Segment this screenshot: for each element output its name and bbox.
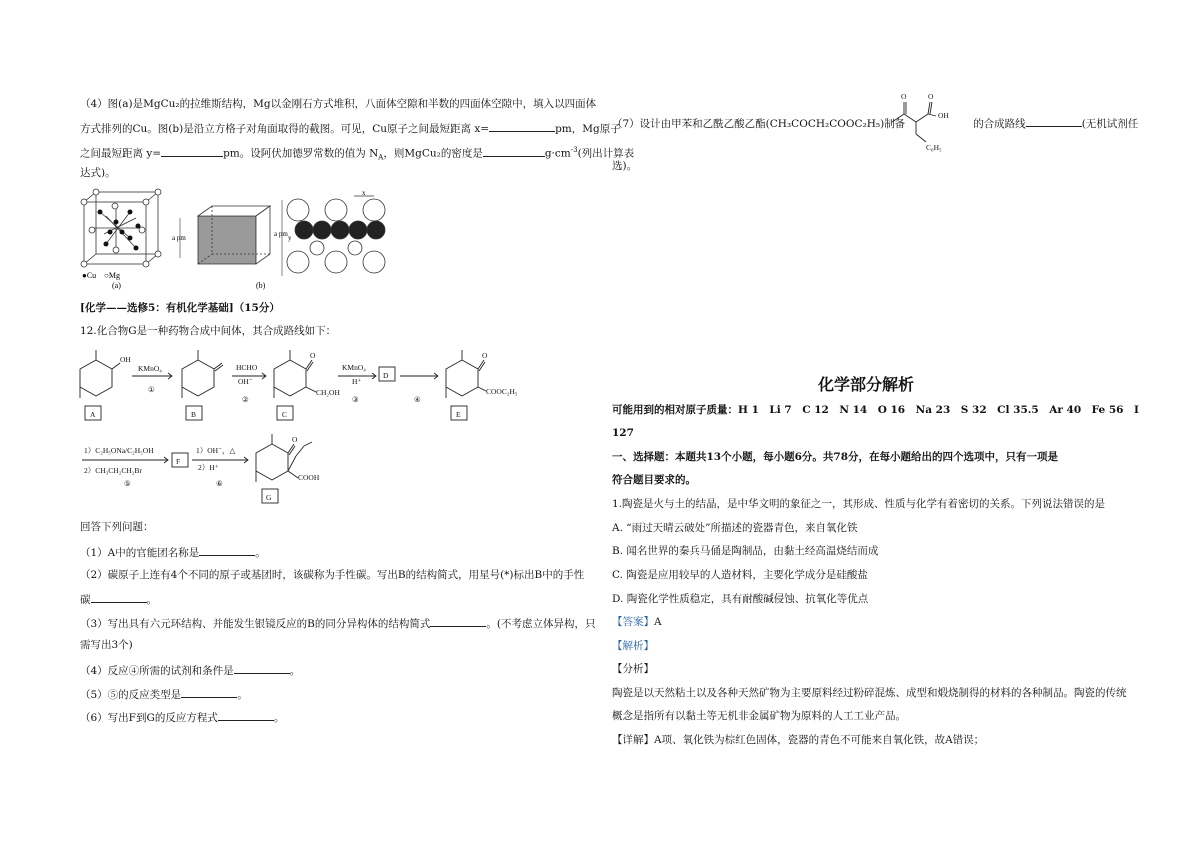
blank-q3[interactable] (430, 616, 486, 627)
legend-mg: ○Mg (104, 271, 120, 280)
r5b: 2）CH₃CH₂CH₂Br (84, 466, 142, 475)
q7-target-structure (886, 88, 962, 154)
step2: ② (242, 395, 249, 404)
blank-y[interactable] (161, 146, 223, 157)
q1-stem: 1.陶瓷是火与土的结晶，是中华文明的象征之一，其形成、性质与化学有着密切的关系。下列说法错误的是 (612, 498, 1106, 510)
section-header: [化学——选修5：有机化学基础]（15分） (80, 302, 280, 314)
blank-x[interactable] (489, 121, 555, 132)
label-e: E (456, 410, 461, 419)
fig-a-label: (a) (112, 281, 121, 290)
answer-label: 【答案】 (612, 616, 654, 628)
fig-apm-1: a pm (172, 234, 186, 242)
blank-q4[interactable] (234, 663, 290, 674)
c-o: O (310, 351, 316, 360)
r3-h: H⁺ (352, 377, 362, 386)
r1-kmno4: KMnO₄ (138, 364, 162, 373)
blank-q6[interactable] (218, 710, 274, 721)
detail-line: 【详解】A项、氧化铁为棕红色固体，瓷器的青色不可能来自氧化铁，故A错误； (612, 734, 985, 746)
r6a: 1）OH⁻，△ (196, 446, 236, 455)
label-g: G (266, 493, 272, 502)
g-cooh: COOH (298, 473, 320, 482)
part1-heading: 一、选择题：本题共13个小题，每小题6分。共78分，在每小题给出的四个选项中，只有一项是 (612, 451, 1059, 463)
r6b: 2）H⁺ (198, 463, 219, 472)
ring-g (256, 444, 288, 480)
ring-c (274, 360, 306, 396)
answer-line (612, 616, 662, 629)
fenxi-label: 【分析】 (612, 663, 654, 675)
q7-oh: OH (938, 111, 949, 120)
q7-c6h5: C₆H₅ (926, 143, 942, 152)
fenxi-line2: 概念是指所有以黏土等无机非金属矿物为原料的人工工业产品。 (612, 710, 906, 722)
legend-cu: ●Cu (82, 271, 97, 280)
r5a: 1）C₂H₅ONa/C₂H₅OH (84, 446, 154, 455)
a-oh: OH (120, 355, 131, 364)
step3: ③ (352, 395, 359, 404)
blank-q5[interactable] (181, 687, 237, 698)
q12-5: （5）⑤的反应类型是 。 (80, 689, 248, 701)
r2-oh: OH⁻ (238, 377, 253, 386)
ring-e (446, 360, 478, 396)
crystal-figure (76, 188, 406, 290)
e-o: O (482, 351, 488, 360)
r2-hcho: HCHO (236, 363, 258, 372)
label-d: D (383, 371, 389, 380)
label-a: A (90, 410, 96, 419)
answer-prompt: 回答下列问题： (80, 521, 154, 533)
detail-label: 【详解】 (612, 734, 654, 746)
q7-o2: O (928, 92, 934, 101)
e-cooc2h5: COOC₂H₅ (486, 387, 518, 396)
q7-o: O (901, 92, 907, 101)
blank-q7[interactable] (1026, 116, 1082, 127)
part1-heading-2: 符合题目要求的。 (612, 474, 696, 486)
q12-1: （1）A中的官能团名称是 。 (80, 547, 266, 559)
q12-6: （6）写出F到G的反应方程式 。 (80, 712, 285, 724)
q4-line1: （4）图(a)是MgCu₂的拉维斯结构，Mg以金刚石方式堆积，八面体空隙和半数的四面体空隙中，填入以四面体 (80, 98, 597, 110)
atomic-masses: 可能用到的相对原子质量：H 1 Li 7 C 12 N 14 O 16 Na 23 S 32 Cl 35.5 Ar 40 Fe 56 I (612, 404, 1139, 416)
atomic-masses-2: 127 (612, 427, 634, 439)
q4-line2: 方式排列的Cu。图(b)是沿立方格子对角面取得的截图。可见，Cu原子之间最短距离 x= pm，Mg原子 (80, 123, 621, 135)
ring-b (182, 360, 214, 396)
option-d: D. 陶瓷化学性质稳定，具有耐酸碱侵蚀、抗氧化等优点 (612, 593, 869, 605)
q12-2b: 碳 。 (80, 594, 157, 606)
figure-b-section (282, 196, 385, 276)
synthesis-scheme (76, 346, 556, 506)
blank-density[interactable] (483, 146, 545, 157)
step6: ⑥ (216, 479, 223, 488)
blank-q2[interactable] (91, 592, 147, 603)
q7-line2: 选)。 (612, 160, 638, 172)
r3-kmno4: KMnO₄ (342, 363, 366, 372)
q7-line: （7）设计由甲苯和乙酰乙酸乙酯(CH₃COCH₂COOC₂H₅)制备 的合成路线 (无机试剂任 (612, 118, 1139, 130)
option-a: A. “雨过天晴云破处”所描述的瓷器青色，来自氧化铁 (612, 522, 858, 534)
step5: ⑤ (124, 479, 131, 488)
fig-apm-2: a pm (274, 230, 288, 238)
blank-q1[interactable] (199, 545, 255, 556)
q12-4: （4）反应④所需的试剂和条件是 。 (80, 665, 301, 677)
q12-3a: （3）写出具有六元环结构、并能发生银镜反应的B的同分异构体的结构简式 。(不考虑立体异构，只 (80, 618, 596, 630)
step1: ① (148, 385, 155, 394)
q4-line4: 达式)。 (80, 167, 116, 179)
option-c: C. 陶瓷是应用较早的人造材料，主要化学成分是硅酸盐 (612, 569, 868, 581)
q12-intro: 12.化合物G是一种药物合成中间体，其合成路线如下： (80, 325, 337, 337)
answer-value: A (654, 616, 662, 628)
c-ch2oh: CH₂OH (316, 388, 340, 397)
fig-y: y (288, 234, 292, 242)
label-b: B (191, 410, 197, 419)
diagonal-plane-box (180, 206, 270, 264)
q12-3b: 需写出3个) (80, 639, 133, 651)
fig-b-label: (b) (256, 281, 266, 290)
option-b: B. 闻名世界的秦兵马俑是陶制品，由黏土经高温烧结而成 (612, 545, 879, 557)
fig-x: x (362, 189, 366, 197)
fenxi-line1: 陶瓷是以天然粘土以及各种天然矿物为主要原料经过粉碎混炼、成型和煅烧制得的材料的各种制品。陶瓷的传统 (612, 687, 1127, 699)
label-f: F (176, 457, 181, 466)
q12-2a: （2）碳原子上连有4个不同的原子或基团时，该碳称为手性碳。写出B的结构简式，用星号(*)标出B中的手性 (80, 569, 585, 581)
ring-a (80, 360, 112, 396)
section-title: 化学部分解析 (818, 375, 915, 394)
label-c: C (282, 410, 288, 419)
step4: ④ (414, 395, 421, 404)
q4-line3: 之间最短距离 y= pm。设阿伏加德罗常数的值为 $N_A$，则MgCu₂的密度是 $g\cdot cm^{-3}$(列出计算表 (80, 146, 635, 162)
analysis-label: 【解析】 (612, 640, 654, 652)
g-o: O (292, 435, 298, 444)
